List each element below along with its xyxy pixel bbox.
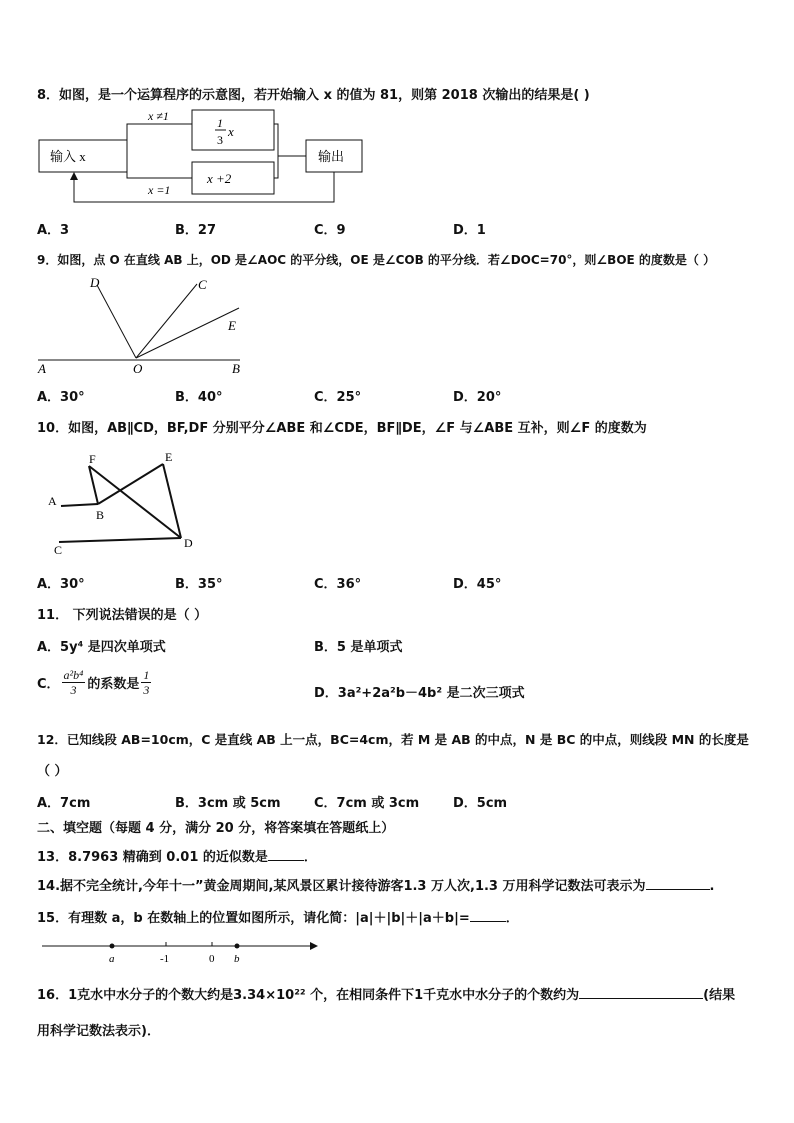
flow-op-top-var: x	[228, 124, 234, 139]
q15-number-line	[40, 936, 325, 968]
q8-option-d: D．1	[453, 223, 486, 238]
q9-option-b: B．40°	[175, 390, 223, 405]
q11-option-c	[37, 668, 151, 697]
q10-label-c: C	[54, 543, 63, 557]
q8-option-b: B．27	[175, 223, 216, 238]
q9-label-d: D	[90, 275, 100, 290]
q10-label-b: B	[96, 508, 105, 522]
flow-cond-bottom: x =1	[148, 183, 171, 197]
q10-option-a: A．30°	[37, 577, 85, 592]
q11-option-b: B．5 是单项式	[314, 640, 403, 655]
q8-option-a: A．3	[37, 223, 70, 238]
q16	[37, 984, 735, 1003]
q13-answer-blank[interactable]	[268, 848, 304, 861]
q16-answer-blank[interactable]	[579, 986, 703, 999]
q15-point-a	[110, 944, 115, 949]
q15-point-b	[235, 944, 240, 949]
q11-option-a: A．5y⁴ 是四次单项式	[37, 640, 166, 655]
q16-text: 16．1克水中水分子的个数大约是3.34×10²² 个，在相同条件下1千克水中水分子的个数约为	[37, 988, 580, 1003]
q11-option-c-fraction	[62, 668, 86, 697]
q9-option-d: D．20°	[453, 390, 502, 405]
q14-end: .	[709, 879, 715, 894]
q11-option-c-denominator: 3	[70, 683, 77, 697]
q11-option-c-prefix: C．	[37, 677, 60, 692]
q15-answer-blank[interactable]	[470, 909, 506, 922]
q11-text: 11． 下列说法错误的是（ ）	[37, 608, 208, 623]
q9-option-c: C．25°	[314, 390, 362, 405]
q15	[37, 907, 519, 926]
q13-end: ．	[303, 850, 317, 865]
q10-figure	[45, 446, 205, 558]
flow-op-top-den: 3	[217, 133, 223, 147]
q10-label-e: E	[165, 450, 173, 464]
q10-label-a: A	[48, 494, 57, 508]
q12-option-a: A．7cm	[37, 796, 91, 811]
q15-text: 15．有理数 a，b 在数轴上的位置如图所示，请化简：|a|＋|b|＋|a＋b|=	[37, 911, 470, 926]
q10-option-d: D．45°	[453, 577, 502, 592]
q12-option-d: D．5cm	[453, 796, 508, 811]
q15-label-a: a	[109, 953, 115, 965]
q8-text: 8．如图，是一个运算程序的示意图，若开始输入 x 的值为 81，则第 2018 次输出的结果是( )	[37, 88, 590, 103]
q11-option-c-fraction2	[141, 668, 151, 697]
section2-heading: 二、填空题（每题 4 分，满分 20 分，将答案填在答题纸上）	[37, 821, 395, 836]
q9-label-e: E	[228, 318, 236, 333]
q10-option-c: C．36°	[314, 577, 362, 592]
q14	[37, 875, 714, 894]
q13	[37, 846, 317, 865]
q9-figure	[35, 272, 250, 376]
flow-input-label: 输入 x	[50, 149, 86, 164]
q9-label-o: O	[133, 361, 143, 376]
q16-line2: 用科学记数法表示)．	[37, 1024, 160, 1039]
q14-answer-blank[interactable]	[646, 877, 710, 890]
q14-text: 14.据不完全统计,今年十一”黄金周期间,某风景区累计接待游客1.3 万人次,1.3 万用科学记数法可表示为	[37, 879, 646, 894]
q13-text: 13．8.7963 精确到 0.01 的近似数是	[37, 850, 268, 865]
q9-option-a: A．30°	[37, 390, 85, 405]
q15-end: ．	[505, 911, 519, 926]
q11-option-c-numerator: a²b⁴	[63, 668, 84, 682]
q15-label-minus1: -1	[160, 953, 170, 965]
q15-label-zero: 0	[209, 953, 215, 965]
q10-option-b: B．35°	[175, 577, 223, 592]
q9-label-a: A	[38, 361, 46, 376]
q9-label-c: C	[198, 277, 207, 292]
q10-label-f: F	[89, 452, 96, 466]
q11-option-c-mid: 的系数是	[87, 677, 140, 692]
q12-option-b: B．3cm 或 5cm	[175, 796, 281, 811]
flow-op-bottom-box	[192, 162, 274, 194]
q8-flowchart	[30, 100, 370, 210]
q11-option-c-denominator2: 3	[143, 683, 150, 697]
q9-text: 9．如图，点 O 在直线 AB 上，OD 是∠AOC 的平分线，OE 是∠COB 的平分线．若∠DOC=70°，则∠BOE 的度数是（ ）	[37, 253, 716, 267]
flow-cond-top: x ≠1	[148, 109, 169, 123]
q9-label-b: B	[232, 361, 240, 376]
q12-text2: （ ）	[37, 764, 68, 779]
q12-option-c: C．7cm 或 3cm	[314, 796, 420, 811]
flow-output-label: 输出	[318, 149, 345, 164]
q15-label-b: b	[234, 953, 240, 965]
flow-op-top-num: 1	[217, 116, 223, 130]
q16-end: (结果	[703, 988, 736, 1003]
q10-text: 10．如图，AB∥CD，BF,DF 分别平分∠ABE 和∠CDE，BF∥DE，∠F 与∠ABE 互补，则∠F 的度数为	[37, 421, 647, 436]
q11-option-c-numerator2: 1	[143, 668, 150, 682]
q10-label-d: D	[184, 536, 193, 550]
q8-option-c: C．9	[314, 223, 346, 238]
flow-op-bottom: x +2	[207, 171, 232, 186]
q12-text: 12．已知线段 AB=10cm，C 是直线 AB 上一点，BC=4cm，若 M 是 AB 的中点，N 是 BC 的中点，则线段 MN 的长度是	[37, 732, 749, 747]
q11-option-d: D．3a²+2a²b－4b² 是二次三项式	[314, 686, 525, 701]
